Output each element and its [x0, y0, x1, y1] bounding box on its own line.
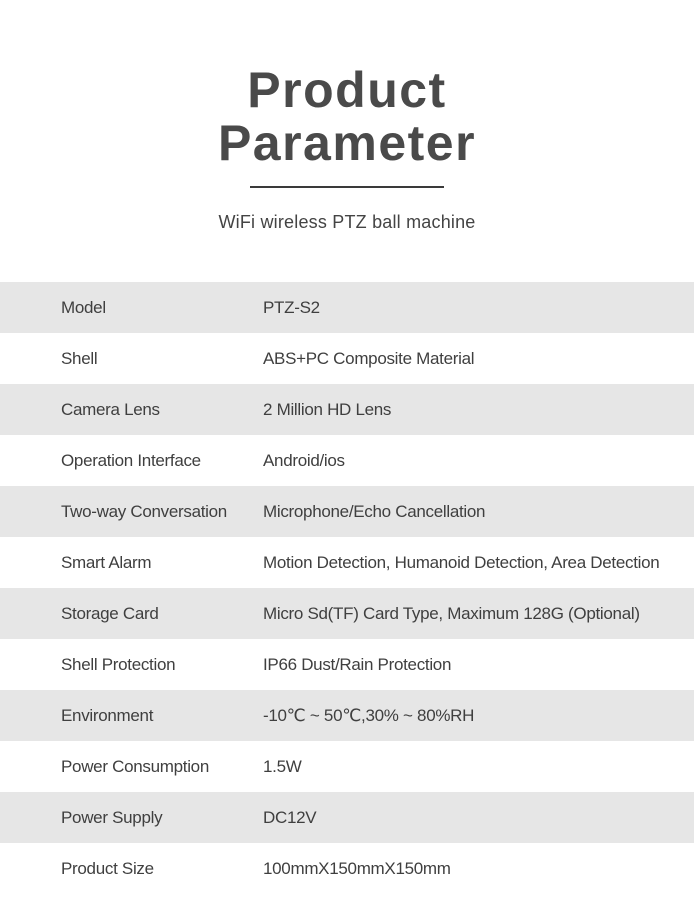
parameter-label: Smart Alarm [61, 553, 152, 572]
parameter-value: Motion Detection, Humanoid Detection, Area Detection [263, 553, 660, 572]
title-line-1: Product [247, 62, 447, 118]
title-divider [250, 186, 444, 188]
parameter-value: Micro Sd(TF) Card Type, Maximum 128G (Optional) [263, 604, 640, 623]
table-row [0, 588, 694, 639]
table-row [0, 333, 694, 384]
parameter-label: Product Size [61, 859, 154, 878]
table-row [0, 537, 694, 588]
table-row [0, 741, 694, 792]
parameter-label: Shell Protection [61, 655, 176, 674]
parameter-value: PTZ-S2 [263, 298, 320, 317]
parameter-label: Storage Card [61, 604, 159, 623]
parameter-table [0, 282, 694, 894]
table-row [0, 639, 694, 690]
header [0, 0, 694, 282]
parameter-value: Android/ios [263, 451, 345, 470]
parameter-value: Microphone/Echo Cancellation [263, 502, 486, 521]
parameter-value: IP66 Dust/Rain Protection [263, 655, 452, 674]
table-row [0, 690, 694, 741]
title-line-2: Parameter [217, 115, 477, 171]
parameter-label: Camera Lens [61, 400, 160, 419]
table-row [0, 435, 694, 486]
parameter-value: 1.5W [263, 757, 302, 776]
parameter-value: ABS+PC Composite Material [263, 349, 475, 368]
parameter-label: Operation Interface [61, 451, 201, 470]
parameter-label: Shell [61, 349, 98, 368]
table-row [0, 486, 694, 537]
table-row [0, 384, 694, 435]
parameter-label: Two-way Conversation [61, 502, 227, 521]
parameter-label: Environment [61, 706, 154, 725]
parameter-label: Model [61, 298, 106, 317]
table-row [0, 282, 694, 333]
parameter-label: Power Supply [61, 808, 163, 827]
page-title [0, 64, 694, 170]
parameter-value: 100mmX150mmX150mm [263, 859, 451, 878]
table-row [0, 843, 694, 894]
page-subtitle: WiFi wireless PTZ ball machine [218, 212, 476, 232]
table-row [0, 792, 694, 843]
parameter-value: 2 Million HD Lens [263, 400, 392, 419]
parameter-value: DC12V [263, 808, 317, 827]
parameter-label: Power Consumption [61, 757, 209, 776]
parameter-value: -10℃ ~ 50℃,30% ~ 80%RH [263, 706, 475, 725]
